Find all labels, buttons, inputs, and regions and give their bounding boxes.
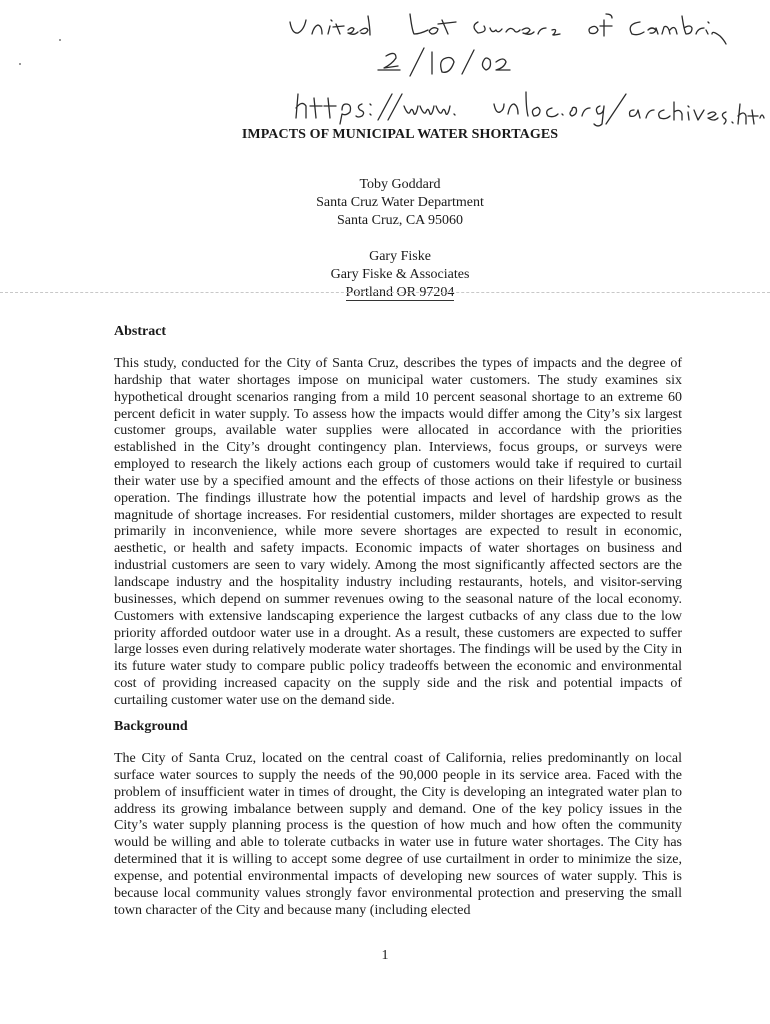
page-number: 1 [381, 948, 389, 963]
abstract-heading: Abstract [114, 324, 167, 339]
author-organization: Gary Fiske & Associates [330, 267, 470, 282]
abstract-text: This study, conducted for the City of Santa Cruz, describes the types of impacts and the degree of hardship that water shortages impose on municipal water customers. The study examines six hypothetical drought scenarios ranging from a mild 10 percent seasonal shortage to an extreme 60 percent deficit in water supply. To assess how the impacts would differ among the City’s six largest customer groups, available water supplies were allocated in accordance with the priorities established in the City’s drought contingency plan. Interviews, focus groups, or surveys were employed to research the likely actions each group of customers would take if required to curtail their water use by a specified amount and the effects of those actions on their lifestyle or business operation. The findings illustrate how the potential impacts and level of hardship grows as the magnitude of shortage increases. For residential customers, milder shortages are expected to result primarily in inconvenience, while more severe shortages are expected to result in economic, aesthetic, or health and safety impacts. Economic impacts of water shortages on business and industrial customers are seen to vary widely. Among the most significantly affected sectors are the landscape industry and the hospitality industry including restaurants, hotels, and visitor-serving businesses, which depend on summer revenues owing to the seasonal nature of the local economy. Customers with extensive landscaping experience the largest cutbacks of any class due to the low priority afforded outdoor water use in a drought. As a result, these customers are expected to suffer large losses even during relatively moderate water shortages. The findings will be used by the City in its future water study to compare public policy tradeoffs between the economic and environmental cost of providing increased capacity on the supply side and the risk and potential impacts of curtailing customer water use on the demand side. [114, 356, 682, 708]
author-2 [0, 248, 770, 302]
scan-speck [19, 63, 21, 65]
author-1 [0, 176, 770, 230]
background-text: The City of Santa Cruz, located on the central coast of California, relies predominantly on local surface water sources to supply the needs of the 90,000 people in its service area. Faced with the problem of insufficient water in times of drought, the City is developing an integrated water plan to address its growing imbalance between supply and demand. One of the key policy issues in the City’s water supply planning process is the question of how much and how often the community would be willing and able to tolerate cutbacks in water use in future water shortages. The City has determined that it is willing to accept some degree of use curtailment in order to minimize the size, expense, and potential environmental impacts of developing new sources of water supply. This is because local community values strongly favor environmental protection and preserving the small town character of the City and because many (including elected [114, 751, 682, 918]
author-block [0, 176, 770, 320]
document-title: IMPACTS OF MUNICIPAL WATER SHORTAGES [241, 127, 559, 142]
author-location: Santa Cruz, CA 95060 [337, 213, 463, 228]
scan-speck [59, 39, 61, 41]
handwriting-line-1 [290, 14, 726, 44]
handwriting-line-2 [378, 48, 510, 76]
handwriting-line-3 [296, 92, 764, 126]
author-name: Toby Goddard [359, 177, 441, 192]
author-name: Gary Fiske [369, 249, 431, 264]
author-organization: Santa Cruz Water Department [316, 195, 484, 210]
background-heading: Background [114, 719, 188, 734]
author-location: Portland OR 97204 [345, 285, 455, 300]
scan-artifact-line [0, 292, 770, 293]
